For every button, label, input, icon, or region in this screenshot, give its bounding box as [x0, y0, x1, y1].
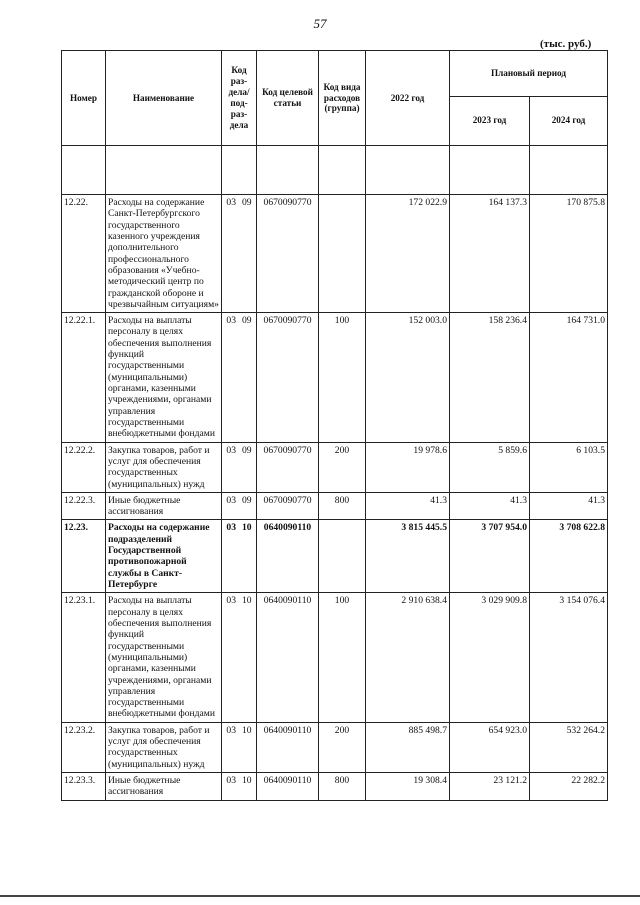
row-amount-2023: 41.3	[450, 492, 530, 520]
row-section-code	[222, 520, 257, 593]
header-2024: 2024 год	[530, 96, 608, 145]
row-amount-2024: 3 154 076.4	[530, 593, 608, 722]
row-expense-type: 200	[319, 722, 366, 772]
row-target-code: 0670090770	[257, 492, 319, 520]
row-name: Иные бюджетные ассигнования	[106, 773, 222, 801]
row-amount-2022: 172 022.9	[366, 195, 450, 313]
row-amount-2022: 41.3	[366, 492, 450, 520]
table-row	[62, 722, 608, 772]
row-amount-2022: 19 308.4	[366, 773, 450, 801]
row-section: 03	[226, 522, 236, 534]
row-name: Закупка товаров, работ и услуг для обеспечения государственных (муниципальных) нужд	[106, 722, 222, 772]
row-expense-type	[319, 520, 366, 593]
row-section-code	[222, 722, 257, 772]
header-name: Наименование	[106, 51, 222, 146]
row-section: 03	[226, 444, 236, 456]
row-expense-type: 800	[319, 773, 366, 801]
row-name: Расходы на выплаты персоналу в целях обеспечения выполнения функций государственными (муниципальными) органами, казенными учреждениями, органами управления государственными внебюджетными фондами	[106, 313, 222, 442]
row-name: Расходы на выплаты персоналу в целях обеспечения выполнения функций государственными (муниципальными) органами, казенными учреждениями, органами управления государственными внебюджетными фондами	[106, 593, 222, 722]
row-section-code	[222, 492, 257, 520]
row-number: 12.22.3.	[62, 492, 106, 520]
row-amount-2022: 152 003.0	[366, 313, 450, 442]
row-expense-type: 100	[319, 313, 366, 442]
table-body	[62, 195, 608, 801]
header-2023: 2023 год	[450, 96, 530, 145]
row-section: 03	[226, 494, 236, 506]
row-amount-2024: 6 103.5	[530, 442, 608, 492]
budget-table	[61, 50, 608, 801]
row-expense-type	[319, 195, 366, 313]
header-2022: 2022 год	[366, 51, 450, 146]
table-row	[62, 442, 608, 492]
row-amount-2022: 19 978.6	[366, 442, 450, 492]
row-subsection: 09	[242, 197, 252, 208]
row-number: 12.22.1.	[62, 313, 106, 442]
row-number: 12.23.1.	[62, 593, 106, 722]
row-section: 03	[226, 197, 236, 208]
row-amount-2022: 2 910 638.4	[366, 593, 450, 722]
row-target-code: 0640090110	[257, 593, 319, 722]
row-amount-2024: 41.3	[530, 492, 608, 520]
table-row	[62, 520, 608, 593]
row-target-code: 0670090770	[257, 195, 319, 313]
row-subsection: 10	[242, 724, 252, 736]
row-amount-2024: 532 264.2	[530, 722, 608, 772]
row-section-code	[222, 593, 257, 722]
row-amount-2023: 5 859.6	[450, 442, 530, 492]
header-section: Код раз-дела/ под-раз-дела	[222, 51, 257, 146]
row-expense-type: 100	[319, 593, 366, 722]
row-name: Расходы на содержание Санкт-Петербургского государственного казенного учреждения дополнительного профессионального образования «Учебно-методический центр по гражданской обороне и чрезвычайным ситуациям»	[106, 195, 222, 313]
row-target-code: 0640090110	[257, 520, 319, 593]
table-row	[62, 593, 608, 722]
row-target-code: 0670090770	[257, 442, 319, 492]
row-amount-2023: 23 121.2	[450, 773, 530, 801]
row-amount-2024: 3 708 622.8	[530, 520, 608, 593]
row-amount-2024: 164 731.0	[530, 313, 608, 442]
table-row	[62, 773, 608, 801]
row-amount-2024: 22 282.2	[530, 773, 608, 801]
row-subsection: 10	[242, 595, 252, 607]
row-amount-2023: 654 923.0	[450, 722, 530, 772]
row-expense-type: 200	[319, 442, 366, 492]
row-amount-2023: 164 137.3	[450, 195, 530, 313]
row-subsection: 09	[242, 315, 252, 327]
row-subsection: 10	[242, 775, 252, 786]
row-name: Расходы на содержание подразделений Государственной противопожарной службы в Санкт-Петербурге	[106, 520, 222, 593]
table-row	[62, 492, 608, 520]
row-number: 12.23.3.	[62, 773, 106, 801]
row-amount-2023: 3 029 909.8	[450, 593, 530, 722]
header-number: Номер	[62, 51, 106, 146]
row-subsection: 10	[242, 522, 252, 534]
page-number: 57	[313, 16, 327, 31]
row-section-code	[222, 313, 257, 442]
table-row	[62, 195, 608, 313]
row-section: 03	[226, 724, 236, 736]
row-number: 12.22.	[62, 195, 106, 313]
row-number: 12.22.2.	[62, 442, 106, 492]
row-amount-2024: 170 875.8	[530, 195, 608, 313]
row-section: 03	[226, 315, 236, 327]
row-section-code	[222, 442, 257, 492]
row-amount-2023: 158 236.4	[450, 313, 530, 442]
row-section: 03	[226, 775, 236, 786]
units-label: (тыс. руб.)	[540, 38, 592, 50]
row-name: Закупка товаров, работ и услуг для обеспечения государственных (муниципальных) нужд	[106, 442, 222, 492]
row-amount-2023: 3 707 954.0	[450, 520, 530, 593]
row-amount-2022: 3 815 445.5	[366, 520, 450, 593]
row-number: 12.23.2.	[62, 722, 106, 772]
row-target-code: 0640090110	[257, 773, 319, 801]
row-target-code: 0640090110	[257, 722, 319, 772]
header-plan-period: Плановый период	[450, 51, 608, 97]
row-expense-type: 800	[319, 492, 366, 520]
row-subsection: 09	[242, 444, 252, 456]
header-expense-type: Код вида расходов (группа)	[319, 51, 366, 146]
row-name: Иные бюджетные ассигнования	[106, 492, 222, 520]
row-number: 12.23.	[62, 520, 106, 593]
bottom-rule	[0, 895, 640, 897]
spacer-row	[62, 146, 608, 195]
row-section-code	[222, 195, 257, 313]
row-section: 03	[226, 595, 236, 607]
row-subsection: 09	[242, 494, 252, 506]
table-row	[62, 313, 608, 442]
row-section-code	[222, 773, 257, 801]
row-target-code: 0670090770	[257, 313, 319, 442]
header-target: Код целевой статьи	[257, 51, 319, 146]
row-amount-2022: 885 498.7	[366, 722, 450, 772]
